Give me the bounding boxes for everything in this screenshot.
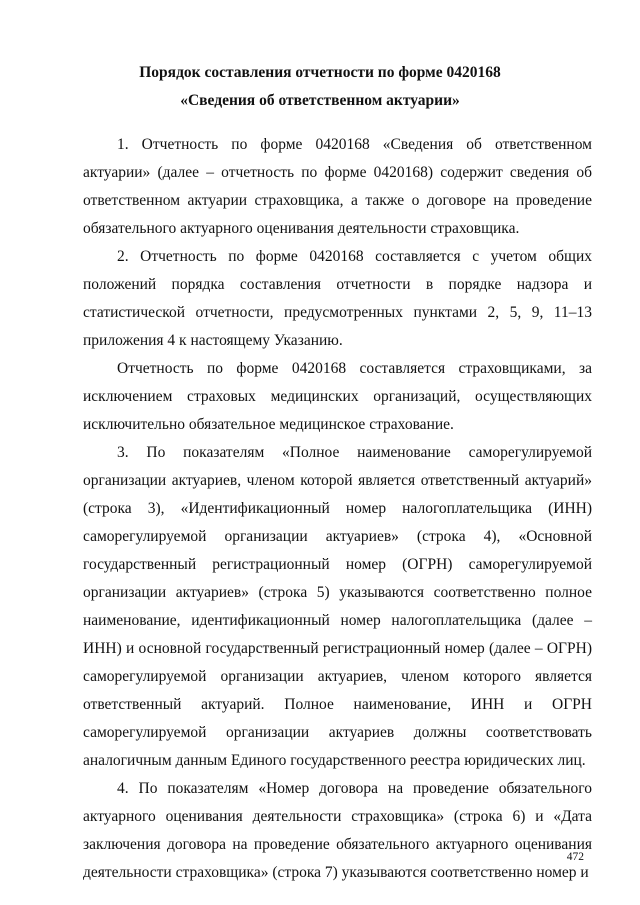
- document-title-line-2: «Сведения об ответственном актуарии»: [180, 92, 460, 109]
- paragraph-5: 4. По показателям «Номер договора на проведение обязательного актуарного оценивания деятельности страховщика» (строка 6) и «Дата заключения договора на проведение обязательного актуарного оценивания деятельности страховщика» (строка 7) указываются соответственно номер и: [83, 780, 592, 881]
- paragraph-4: 3. По показателям «Полное наименование саморегулируемой организации актуариев, членом которой является ответственный актуарий» (строка 3), «Идентификационный номер налогоплательщика (ИНН) саморегулируемой организации актуариев» (строка 4), «Основной государственный регистрационный номер (ОГРН) саморегулируемой организации актуариев» (строка 5) указываются соответственно полное наименование, идентификационный номер налогоплательщика (далее – ИНН) и основной государственный регистрационный номер (далее – ОГРН) саморегулируемой организации актуариев, членом которого является ответственный актуарий. Полное наименование, ИНН и ОГРН саморегулируемой организации актуариев должны соответствовать аналогичным данным Единого государственного реестра юридических лиц.: [83, 444, 592, 769]
- document-title-line-1: Порядок составления отчетности по форме 0420168: [139, 64, 501, 81]
- document-body: [83, 131, 592, 887]
- paragraph-2: 2. Отчетность по форме 0420168 составляется с учетом общих положений порядка составления отчетности в порядке надзора и статистической отчетности, предусмотренных пунктами 2, 5, 9, 11–13 приложения 4 к настоящему Указанию.: [83, 248, 592, 349]
- page-number: 472: [566, 851, 584, 863]
- paragraph-3: Отчетность по форме 0420168 составляется страховщиками, за исключением страховых медицинских организаций, осуществляющих исключительно обязательное медицинское страхование.: [83, 360, 592, 433]
- paragraph-1: 1. Отчетность по форме 0420168 «Сведения об ответственном актуарии» (далее – отчетность по форме 0420168) содержит сведения об ответственном актуарии страховщика, а также о договоре на проведение обязательного актуарного оценивания деятельности страховщика.: [83, 136, 592, 237]
